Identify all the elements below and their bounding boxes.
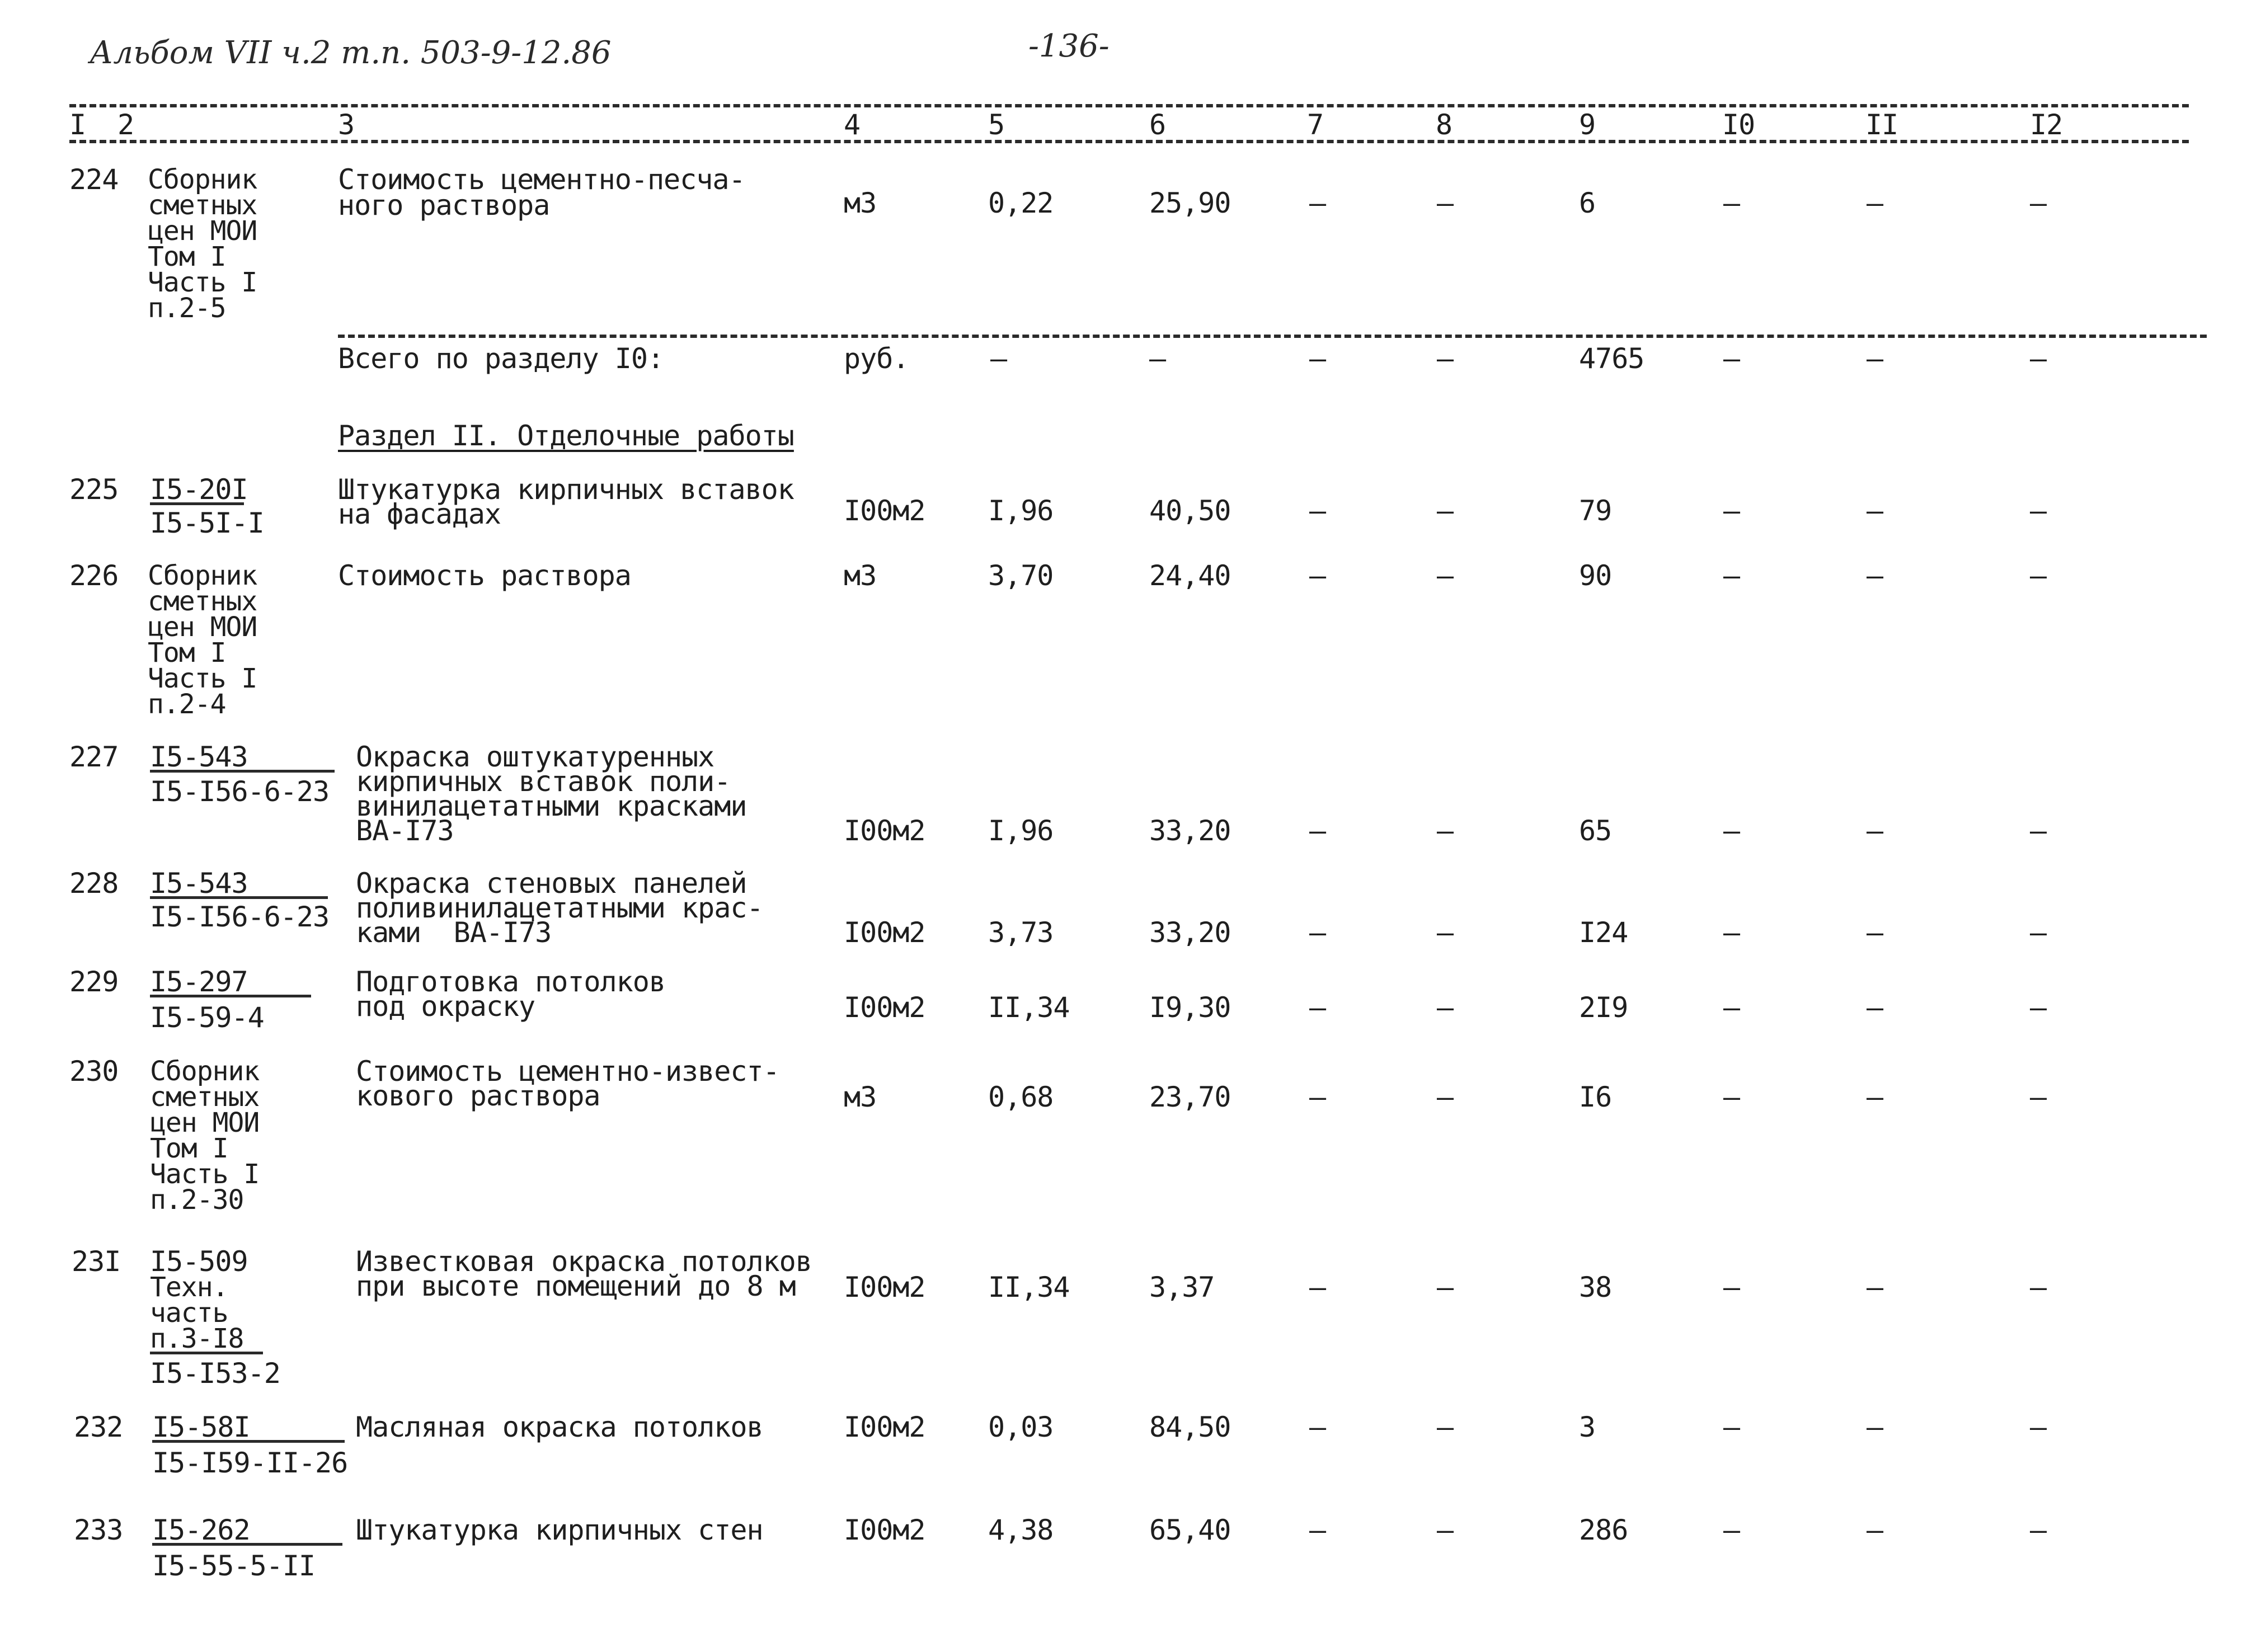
- description: под окраску: [356, 990, 535, 1023]
- total-value: I6: [1579, 1081, 1612, 1113]
- total-value: 286: [1579, 1514, 1628, 1546]
- col11-value: –: [1867, 1271, 1883, 1303]
- source-ref: I5-543: [150, 867, 248, 900]
- unit-price: 24,40: [1149, 559, 1231, 592]
- row-number: 224: [69, 163, 119, 196]
- quantity: II,34: [988, 991, 1070, 1024]
- source-ref: I5-I56-6-23: [150, 775, 330, 808]
- source-ref: Том I: [148, 241, 226, 272]
- unit-price: 33,20: [1149, 916, 1231, 949]
- row-number: 225: [69, 473, 119, 506]
- source-ref: I5-297: [150, 966, 248, 998]
- col11-value: –: [1867, 559, 1883, 592]
- description: поливинилацетатными крас-: [356, 892, 763, 924]
- col8-value: –: [1437, 991, 1454, 1024]
- description: Стоимость цементно-песча-: [338, 163, 745, 196]
- col11-value: –: [1867, 495, 1883, 527]
- unit-price: 25,90: [1149, 187, 1231, 219]
- col11-value: –: [1867, 342, 1883, 375]
- source-fraction-line: [150, 995, 311, 997]
- col12-value: –: [2030, 495, 2047, 527]
- source-ref: I5-I56-6-23: [150, 901, 330, 933]
- description: Окраска оштукатуренных: [356, 741, 714, 773]
- section-heading: Раздел II. Отделочные работы: [338, 420, 794, 452]
- source-ref: I5-59-4: [150, 1001, 264, 1034]
- description: Подготовка потолков: [356, 966, 665, 998]
- unit: I00м2: [844, 1411, 925, 1443]
- description: кирпичных вставок поли-: [356, 765, 731, 798]
- col11-value: –: [1867, 187, 1883, 219]
- quantity: 4,38: [988, 1514, 1054, 1546]
- col11-value: –: [1867, 1514, 1883, 1546]
- description: Штукатурка кирпичных стен: [356, 1514, 763, 1546]
- col7-value: –: [1309, 495, 1326, 527]
- section-total-rule: [338, 335, 2207, 338]
- source-ref: часть: [150, 1297, 228, 1329]
- source-ref: сметных: [148, 586, 257, 617]
- unit-price: 3,37: [1149, 1271, 1215, 1303]
- row-number: 232: [74, 1411, 123, 1443]
- source-ref: I5-509: [150, 1245, 248, 1278]
- col-header-3: 3: [338, 109, 355, 141]
- col-header-2: 2: [117, 109, 134, 141]
- source-ref: I5-262: [152, 1514, 250, 1546]
- col-header-7: 7: [1307, 109, 1324, 141]
- description: Стоимость раствора: [338, 559, 631, 592]
- col10-value: –: [1723, 991, 1740, 1024]
- col8-value: –: [1437, 1411, 1454, 1443]
- unit-price: 23,70: [1149, 1081, 1231, 1113]
- total-value: 6: [1579, 187, 1596, 219]
- unit-price: 65,40: [1149, 1514, 1231, 1546]
- total-value: 2I9: [1579, 991, 1628, 1024]
- col12-value: –: [2030, 916, 2047, 949]
- col-header-12: I2: [2030, 109, 2063, 141]
- source-ref: Часть I: [148, 663, 257, 694]
- total-value: 65: [1579, 815, 1612, 847]
- col7-value: –: [1309, 1411, 1326, 1443]
- col12-value: –: [2030, 1271, 2047, 1303]
- source-ref: I5-20I: [150, 473, 248, 506]
- source-ref: Часть I: [150, 1159, 260, 1190]
- source-fraction-line: [150, 770, 335, 773]
- total-value: I24: [1579, 916, 1628, 949]
- total-value: 3: [1579, 1411, 1596, 1443]
- description: Окраска стеновых панелей: [356, 867, 747, 900]
- quantity: 0,68: [988, 1081, 1054, 1113]
- col8-value: –: [1437, 815, 1454, 847]
- unit: I00м2: [844, 916, 925, 949]
- header-top-rule: [69, 104, 2189, 107]
- header-bottom-rule: [69, 140, 2189, 143]
- description: ВА-I73: [356, 815, 454, 847]
- col10-value: –: [1723, 815, 1740, 847]
- row-number: 230: [69, 1055, 119, 1088]
- source-ref: I5-543: [150, 741, 248, 773]
- unit: I00м2: [844, 1271, 925, 1303]
- quantity: I,96: [988, 495, 1054, 527]
- col8-value: –: [1437, 495, 1454, 527]
- unit: м3: [844, 559, 877, 592]
- quantity: 0,03: [988, 1411, 1054, 1443]
- source-ref: сметных: [148, 190, 257, 221]
- quantity: 3,70: [988, 559, 1054, 592]
- col12-value: –: [2030, 1081, 2047, 1113]
- description: Известковая окраска потолков: [356, 1245, 812, 1278]
- col-header-1: I: [69, 109, 86, 141]
- description: Масляная окраска потолков: [356, 1411, 763, 1443]
- total-value: 90: [1579, 559, 1612, 592]
- unit: м3: [844, 187, 877, 219]
- unit-price: I9,30: [1149, 991, 1231, 1024]
- unit: I00м2: [844, 495, 925, 527]
- col10-value: –: [1723, 559, 1740, 592]
- source-fraction-line: [150, 502, 244, 505]
- source-fraction-line: [150, 1352, 263, 1354]
- unit-price: –: [1149, 342, 1166, 375]
- description: Стоимость цементно-извест-: [356, 1055, 779, 1088]
- col12-value: –: [2030, 559, 2047, 592]
- source-ref: Сборник: [148, 560, 257, 591]
- col10-value: –: [1723, 1411, 1740, 1443]
- unit: м3: [844, 1081, 877, 1113]
- description: кового раствора: [356, 1080, 600, 1112]
- source-fraction-line: [150, 896, 328, 899]
- col-header-10: I0: [1722, 109, 1755, 141]
- source-ref: I5-55-5-II: [152, 1550, 316, 1582]
- col12-value: –: [2030, 991, 2047, 1024]
- col12-value: –: [2030, 1514, 2047, 1546]
- col7-value: –: [1309, 815, 1326, 847]
- col8-value: –: [1437, 1081, 1454, 1113]
- total-value: 79: [1579, 495, 1612, 527]
- col7-value: –: [1309, 916, 1326, 949]
- source-ref: п.2-4: [148, 689, 226, 720]
- source-ref: I5-58I: [152, 1411, 250, 1443]
- unit-price: 84,50: [1149, 1411, 1231, 1443]
- source-ref: сметных: [150, 1081, 260, 1113]
- source-ref: I5-5I-I: [150, 507, 264, 539]
- col7-value: –: [1309, 1271, 1326, 1303]
- col10-value: –: [1723, 187, 1740, 219]
- description: Штукатурка кирпичных вставок: [338, 473, 794, 506]
- col8-value: –: [1437, 187, 1454, 219]
- description: на фасадах: [338, 498, 501, 530]
- unit: I00м2: [844, 991, 925, 1024]
- source-ref: п.2-5: [148, 293, 226, 324]
- row-number: 226: [69, 559, 119, 592]
- col-header-8: 8: [1436, 109, 1452, 141]
- col8-value: –: [1437, 559, 1454, 592]
- source-ref: I5-I59-II-26: [152, 1447, 348, 1479]
- col7-value: –: [1309, 1514, 1326, 1546]
- row-number: 227: [69, 741, 119, 773]
- source-ref: цен МОИ: [148, 215, 257, 247]
- col12-value: –: [2030, 1411, 2047, 1443]
- unit-price: 33,20: [1149, 815, 1231, 847]
- description: ками ВА-I73: [356, 916, 552, 949]
- col11-value: –: [1867, 916, 1883, 949]
- source-ref: п.2-30: [150, 1184, 244, 1216]
- col11-value: –: [1867, 815, 1883, 847]
- col7-value: –: [1309, 991, 1326, 1024]
- quantity: –: [990, 342, 1007, 375]
- col10-value: –: [1723, 342, 1740, 375]
- description: винилацетатными красками: [356, 790, 747, 822]
- col-header-5: 5: [988, 109, 1005, 141]
- col10-value: –: [1723, 495, 1740, 527]
- source-fraction-line: [152, 1440, 345, 1443]
- row-number: 233: [74, 1514, 123, 1546]
- source-fraction-line: [152, 1543, 342, 1546]
- source-ref: п.3-I8: [150, 1323, 244, 1354]
- col12-value: –: [2030, 342, 2047, 375]
- col-header-9: 9: [1579, 109, 1596, 141]
- col12-value: –: [2030, 187, 2047, 219]
- col-header-4: 4: [844, 109, 861, 141]
- col-header-6: 6: [1149, 109, 1166, 141]
- source-ref: Техн.: [150, 1272, 228, 1303]
- description: при высоте помещений до 8 м: [356, 1270, 796, 1302]
- unit: I00м2: [844, 815, 925, 847]
- col8-value: –: [1437, 916, 1454, 949]
- source-ref: Часть I: [148, 267, 257, 298]
- description: Всего по разделу I0:: [338, 342, 664, 375]
- total-value: 38: [1579, 1271, 1612, 1303]
- source-ref: Том I: [150, 1133, 228, 1164]
- album-reference: Альбом VII ч.2 т.п. 503-9-12.86: [90, 35, 612, 71]
- source-ref: цен МОИ: [150, 1107, 260, 1138]
- col8-value: –: [1437, 1271, 1454, 1303]
- quantity: I,96: [988, 815, 1054, 847]
- total-value: 4765: [1579, 342, 1644, 375]
- col10-value: –: [1723, 1081, 1740, 1113]
- col10-value: –: [1723, 916, 1740, 949]
- quantity: 3,73: [988, 916, 1054, 949]
- source-ref: I5-I53-2: [150, 1357, 280, 1390]
- col8-value: –: [1437, 342, 1454, 375]
- source-ref: Том I: [148, 637, 226, 669]
- description: ного раствора: [338, 189, 550, 222]
- col11-value: –: [1867, 1411, 1883, 1443]
- col8-value: –: [1437, 1514, 1454, 1546]
- col7-value: –: [1309, 1081, 1326, 1113]
- col7-value: –: [1309, 559, 1326, 592]
- page-number: -136-: [1028, 28, 1110, 64]
- quantity: II,34: [988, 1271, 1070, 1303]
- unit-price: 40,50: [1149, 495, 1231, 527]
- row-number: 228: [69, 867, 119, 900]
- col12-value: –: [2030, 815, 2047, 847]
- col10-value: –: [1723, 1514, 1740, 1546]
- col7-value: –: [1309, 187, 1326, 219]
- row-number: 229: [69, 966, 119, 998]
- unit: I00м2: [844, 1514, 925, 1546]
- col11-value: –: [1867, 1081, 1883, 1113]
- col11-value: –: [1867, 991, 1883, 1024]
- source-ref: Сборник: [150, 1056, 260, 1087]
- source-ref: цен МОИ: [148, 611, 257, 643]
- col7-value: –: [1309, 342, 1326, 375]
- row-number: 23I: [72, 1245, 121, 1278]
- quantity: 0,22: [988, 187, 1054, 219]
- unit: руб.: [844, 342, 909, 375]
- source-ref: Сборник: [148, 164, 257, 195]
- col10-value: –: [1723, 1271, 1740, 1303]
- col-header-11: II: [1865, 109, 1898, 141]
